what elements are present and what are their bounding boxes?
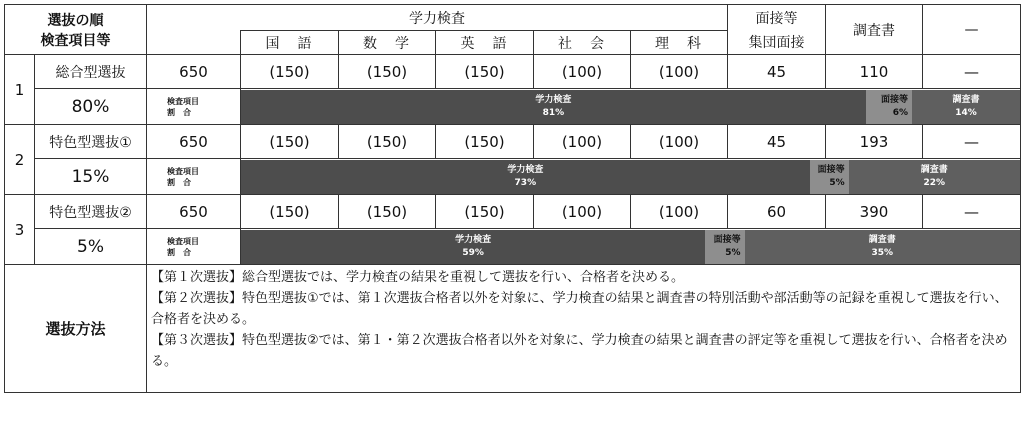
- bar-legend-line1: 検査項目: [167, 96, 199, 106]
- segment-label: 面接等: [713, 234, 741, 245]
- header-gakuryoku: 学力検査: [147, 5, 728, 31]
- method-line-1: 【第１次選抜】総合型選抜では、学力検査の結果を重視して選抜を行い、合格者を決める。: [151, 270, 685, 285]
- row-subject-score: (150): [241, 55, 339, 89]
- header-subject-math: 数 学: [339, 31, 436, 55]
- row-type: 総合型選抜: [35, 55, 147, 89]
- bar-legend-line2: 割 合: [167, 177, 191, 187]
- ratio-bar-cell: [241, 89, 1021, 125]
- row-type: 特色型選抜②: [35, 195, 147, 229]
- row-other: —: [923, 125, 1021, 159]
- method-title: 選抜方法: [5, 265, 147, 393]
- bar-legend-line2: 割 合: [167, 247, 191, 257]
- ratio-bar: [241, 230, 1020, 264]
- bar-legend-line1: 検査項目: [167, 236, 199, 246]
- row-mensetsu: 45: [728, 55, 826, 89]
- segment-label: 面接等: [880, 94, 908, 105]
- row-subject-score: (150): [436, 125, 534, 159]
- bar-legend: [147, 159, 241, 195]
- row-subject-score: (150): [339, 125, 436, 159]
- gakuryoku-segment: [241, 230, 705, 264]
- ratio-bar-cell: [241, 159, 1021, 195]
- mensetsu-segment: [810, 160, 849, 194]
- row-subject-score: (150): [241, 195, 339, 229]
- segment-percent: 35%: [871, 247, 894, 258]
- segment-label: 学力検査: [455, 234, 492, 245]
- header-chosasho: 調査書: [826, 5, 923, 55]
- row-ratio: 15%: [35, 159, 147, 195]
- header-total-blank: [147, 31, 241, 55]
- chosasho-segment: [849, 160, 1020, 194]
- segment-percent: 81%: [542, 107, 565, 118]
- row-total: 650: [147, 195, 241, 229]
- mensetsu-segment: [866, 90, 912, 124]
- row-order: 3: [5, 195, 35, 265]
- segment-percent: 14%: [955, 107, 977, 118]
- ratio-bar: [241, 90, 1020, 124]
- row-other: —: [923, 55, 1021, 89]
- row-ratio: 5%: [35, 229, 147, 265]
- header-mensetsu: [728, 5, 826, 55]
- row-mensetsu: 60: [728, 195, 826, 229]
- method-text: [147, 265, 1021, 393]
- row-order: 2: [5, 125, 35, 195]
- header-selection-order: [5, 5, 147, 55]
- method-line-3: 【第３次選抜】特色型選抜②では、第１・第２次選抜合格者以外を対象に、学力検査の結果と調査書の評定等を重視して選抜を行い、合格者を決める。: [151, 333, 1008, 369]
- bar-legend: [147, 229, 241, 265]
- row-chosasho: 110: [826, 55, 923, 89]
- header-subject-english: 英 語: [436, 31, 534, 55]
- header-mensetsu-line2: 集団面接: [748, 34, 805, 51]
- segment-label: 調査書: [952, 94, 980, 105]
- segment-percent: 73%: [514, 177, 537, 188]
- row-subject-score: (100): [631, 55, 728, 89]
- row-subject-score: (100): [631, 125, 728, 159]
- row-subject-score: (100): [631, 195, 728, 229]
- row-chosasho: 193: [826, 125, 923, 159]
- bar-legend-line1: 検査項目: [167, 166, 199, 176]
- row-ratio: 80%: [35, 89, 147, 125]
- segment-percent: 5%: [725, 247, 741, 258]
- mensetsu-segment: [705, 230, 744, 264]
- ratio-bar: [241, 160, 1020, 194]
- ratio-bar-cell: [241, 229, 1021, 265]
- row-subject-score: (150): [436, 195, 534, 229]
- row-subject-score: (100): [534, 55, 631, 89]
- gakuryoku-segment: [241, 90, 866, 124]
- row-total: 650: [147, 125, 241, 159]
- header-order-label: 選抜の順: [47, 12, 104, 29]
- header-items-label: 検査項目等: [40, 32, 111, 49]
- bar-legend: [147, 89, 241, 125]
- header-subject-social: 社 会: [534, 31, 631, 55]
- header-dash: —: [923, 5, 1021, 55]
- selection-table: [4, 4, 1021, 393]
- method-line-2: 【第２次選抜】特色型選抜①では、第１次選抜合格者以外を対象に、学力検査の結果と調査書の特別活動や部活動等の記録を重視して選抜を行い、合格者を決める。: [151, 291, 1008, 327]
- header-subject-science: 理 科: [631, 31, 728, 55]
- row-subject-score: (150): [339, 55, 436, 89]
- row-subject-score: (150): [241, 125, 339, 159]
- gakuryoku-segment: [241, 160, 810, 194]
- segment-percent: 22%: [923, 177, 946, 188]
- segment-label: 調査書: [868, 234, 896, 245]
- segment-label: 学力検査: [535, 94, 572, 105]
- row-other: —: [923, 195, 1021, 229]
- row-order: 1: [5, 55, 35, 125]
- segment-label: 学力検査: [507, 164, 544, 175]
- header-mensetsu-line1: 面接等: [755, 10, 798, 27]
- row-mensetsu: 45: [728, 125, 826, 159]
- chosasho-segment: [912, 90, 1020, 124]
- segment-percent: 6%: [892, 107, 908, 118]
- row-subject-score: (150): [339, 195, 436, 229]
- segment-percent: 5%: [829, 177, 845, 188]
- row-subject-score: (100): [534, 195, 631, 229]
- bar-legend-line2: 割 合: [167, 107, 191, 117]
- row-total: 650: [147, 55, 241, 89]
- header-subject-japanese: 国 語: [241, 31, 339, 55]
- segment-label: 面接等: [817, 164, 845, 175]
- row-subject-score: (100): [534, 125, 631, 159]
- segment-label: 調査書: [920, 164, 948, 175]
- row-chosasho: 390: [826, 195, 923, 229]
- row-type: 特色型選抜①: [35, 125, 147, 159]
- segment-percent: 59%: [462, 247, 484, 258]
- chosasho-segment: [745, 230, 1020, 264]
- row-subject-score: (150): [436, 55, 534, 89]
